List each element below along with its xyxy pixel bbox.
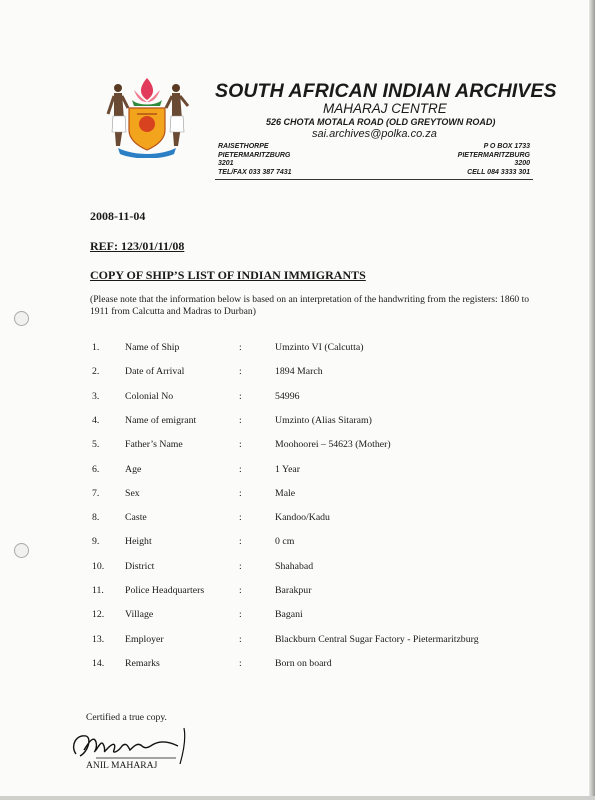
reference-number: REF: 123/01/11/08 xyxy=(90,239,185,253)
header-left-line: RAISETHORPE xyxy=(218,143,269,150)
record-value: Moohoorei – 54623 (Mother) xyxy=(275,439,391,451)
certification-text: Certified a true copy. xyxy=(86,712,167,723)
record-row xyxy=(0,464,595,480)
record-row xyxy=(0,658,595,674)
record-separator: : xyxy=(239,414,242,426)
record-field-label: Remarks xyxy=(125,657,160,669)
record-separator: : xyxy=(239,390,242,402)
header-right-line: PIETERMARITZBURG xyxy=(457,151,530,159)
record-separator: : xyxy=(239,439,242,451)
record-separator: : xyxy=(239,342,242,353)
header-left-line: PIETERMARITZBURG xyxy=(218,151,291,159)
record-value: Kandoo/Kadu xyxy=(275,512,330,524)
record-value: 1 Year xyxy=(275,463,301,475)
record-field-label: District xyxy=(125,560,155,572)
record-value: Bagani xyxy=(275,609,303,621)
record-number: 1. xyxy=(92,342,100,353)
header-right-line: 3200 xyxy=(514,160,530,167)
record-number: 12. xyxy=(92,609,105,621)
record-separator: : xyxy=(239,609,242,621)
record-field-label: Name of emigrant xyxy=(125,414,197,426)
record-separator: : xyxy=(239,560,242,572)
record-separator: : xyxy=(239,463,242,475)
record-field-label: Sex xyxy=(125,487,140,499)
record-number: 7. xyxy=(92,487,100,499)
record-separator: : xyxy=(239,585,242,596)
document-date: 2008-11-04 xyxy=(90,209,146,223)
signer-name: ANIL MAHARAJ xyxy=(86,760,158,771)
header-right-block xyxy=(453,143,530,177)
record-row xyxy=(0,585,595,601)
record-field-label: Age xyxy=(125,463,142,475)
header-left-block xyxy=(218,143,292,177)
record-number: 13. xyxy=(92,633,105,645)
record-number: 9. xyxy=(92,536,100,548)
record-separator: : xyxy=(239,512,242,524)
record-number: 14. xyxy=(92,657,105,669)
record-number: 5. xyxy=(92,439,100,451)
record-row xyxy=(0,536,595,552)
record-row xyxy=(0,366,595,382)
record-field-label: Caste xyxy=(125,512,147,524)
organization-address: 526 CHOTA MOTALA ROAD (OLD GREYTOWN ROAD) xyxy=(266,117,496,127)
record-row xyxy=(0,634,595,650)
archives-logo xyxy=(104,76,190,158)
record-separator: : xyxy=(239,487,242,499)
record-value: 1894 March xyxy=(275,366,323,378)
record-number: 11. xyxy=(92,585,104,596)
record-row xyxy=(0,561,595,577)
record-value: Shahabad xyxy=(275,560,314,572)
record-separator: : xyxy=(239,536,242,548)
record-row xyxy=(0,488,595,504)
record-field-label: Employer xyxy=(125,633,164,645)
record-value: Umzinto (Alias Sitaram) xyxy=(275,414,372,426)
record-row xyxy=(0,342,595,358)
record-field-label: Colonial No xyxy=(125,390,174,402)
record-field-label: Height xyxy=(125,536,152,548)
record-number: 3. xyxy=(92,390,100,402)
page-bottom-edge xyxy=(0,796,595,800)
record-row xyxy=(0,609,595,625)
record-number: 4. xyxy=(92,414,100,426)
organization-email: sai.archives@polka.co.za xyxy=(312,128,437,140)
document-title: COPY OF SHIP’S LIST OF INDIAN IMMIGRANTS xyxy=(90,268,366,282)
record-value: 0 cm xyxy=(275,536,295,548)
record-separator: : xyxy=(239,366,242,378)
header-divider xyxy=(215,179,533,180)
organization-subtitle: MAHARAJ CENTRE xyxy=(323,101,447,116)
record-number: 8. xyxy=(92,512,100,524)
header-right-line: CELL 084 3333 301 xyxy=(467,168,530,176)
record-field-label: Name of Ship xyxy=(125,342,180,353)
record-row xyxy=(0,512,595,528)
record-separator: : xyxy=(239,657,242,669)
record-row xyxy=(0,415,595,431)
header-right-line: P O BOX 1733 xyxy=(483,143,530,150)
record-value: Male xyxy=(275,487,296,499)
record-value: Blackburn Central Sugar Factory - Pietermaritzburg xyxy=(275,633,479,645)
record-number: 2. xyxy=(92,366,100,378)
punch-hole-top xyxy=(14,311,29,326)
record-field-label: Village xyxy=(125,609,154,621)
record-number: 6. xyxy=(92,463,100,475)
header-left-line: TEL/FAX 033 387 7431 xyxy=(218,168,292,176)
record-separator: : xyxy=(239,633,242,645)
interpretation-note: (Please note that the information below is based on an interpretation of the handwriting from the registers: 1860 to 1911 from Calcutta and Madras to Durban) xyxy=(90,294,530,317)
record-field-label: Police Headquarters xyxy=(125,585,205,596)
record-field-label: Father’s Name xyxy=(125,439,183,451)
record-value: Barakpur xyxy=(275,585,312,596)
record-value: 54996 xyxy=(275,390,300,402)
header-left-line: 3201 xyxy=(218,160,234,167)
record-number: 10. xyxy=(92,560,105,572)
record-row xyxy=(0,439,595,455)
record-field-label: Date of Arrival xyxy=(125,366,185,378)
organization-title: SOUTH AFRICAN INDIAN ARCHIVES xyxy=(215,80,557,102)
record-value: Born on board xyxy=(275,657,332,669)
record-row xyxy=(0,391,595,407)
record-value: Umzinto VI (Calcutta) xyxy=(275,342,364,353)
